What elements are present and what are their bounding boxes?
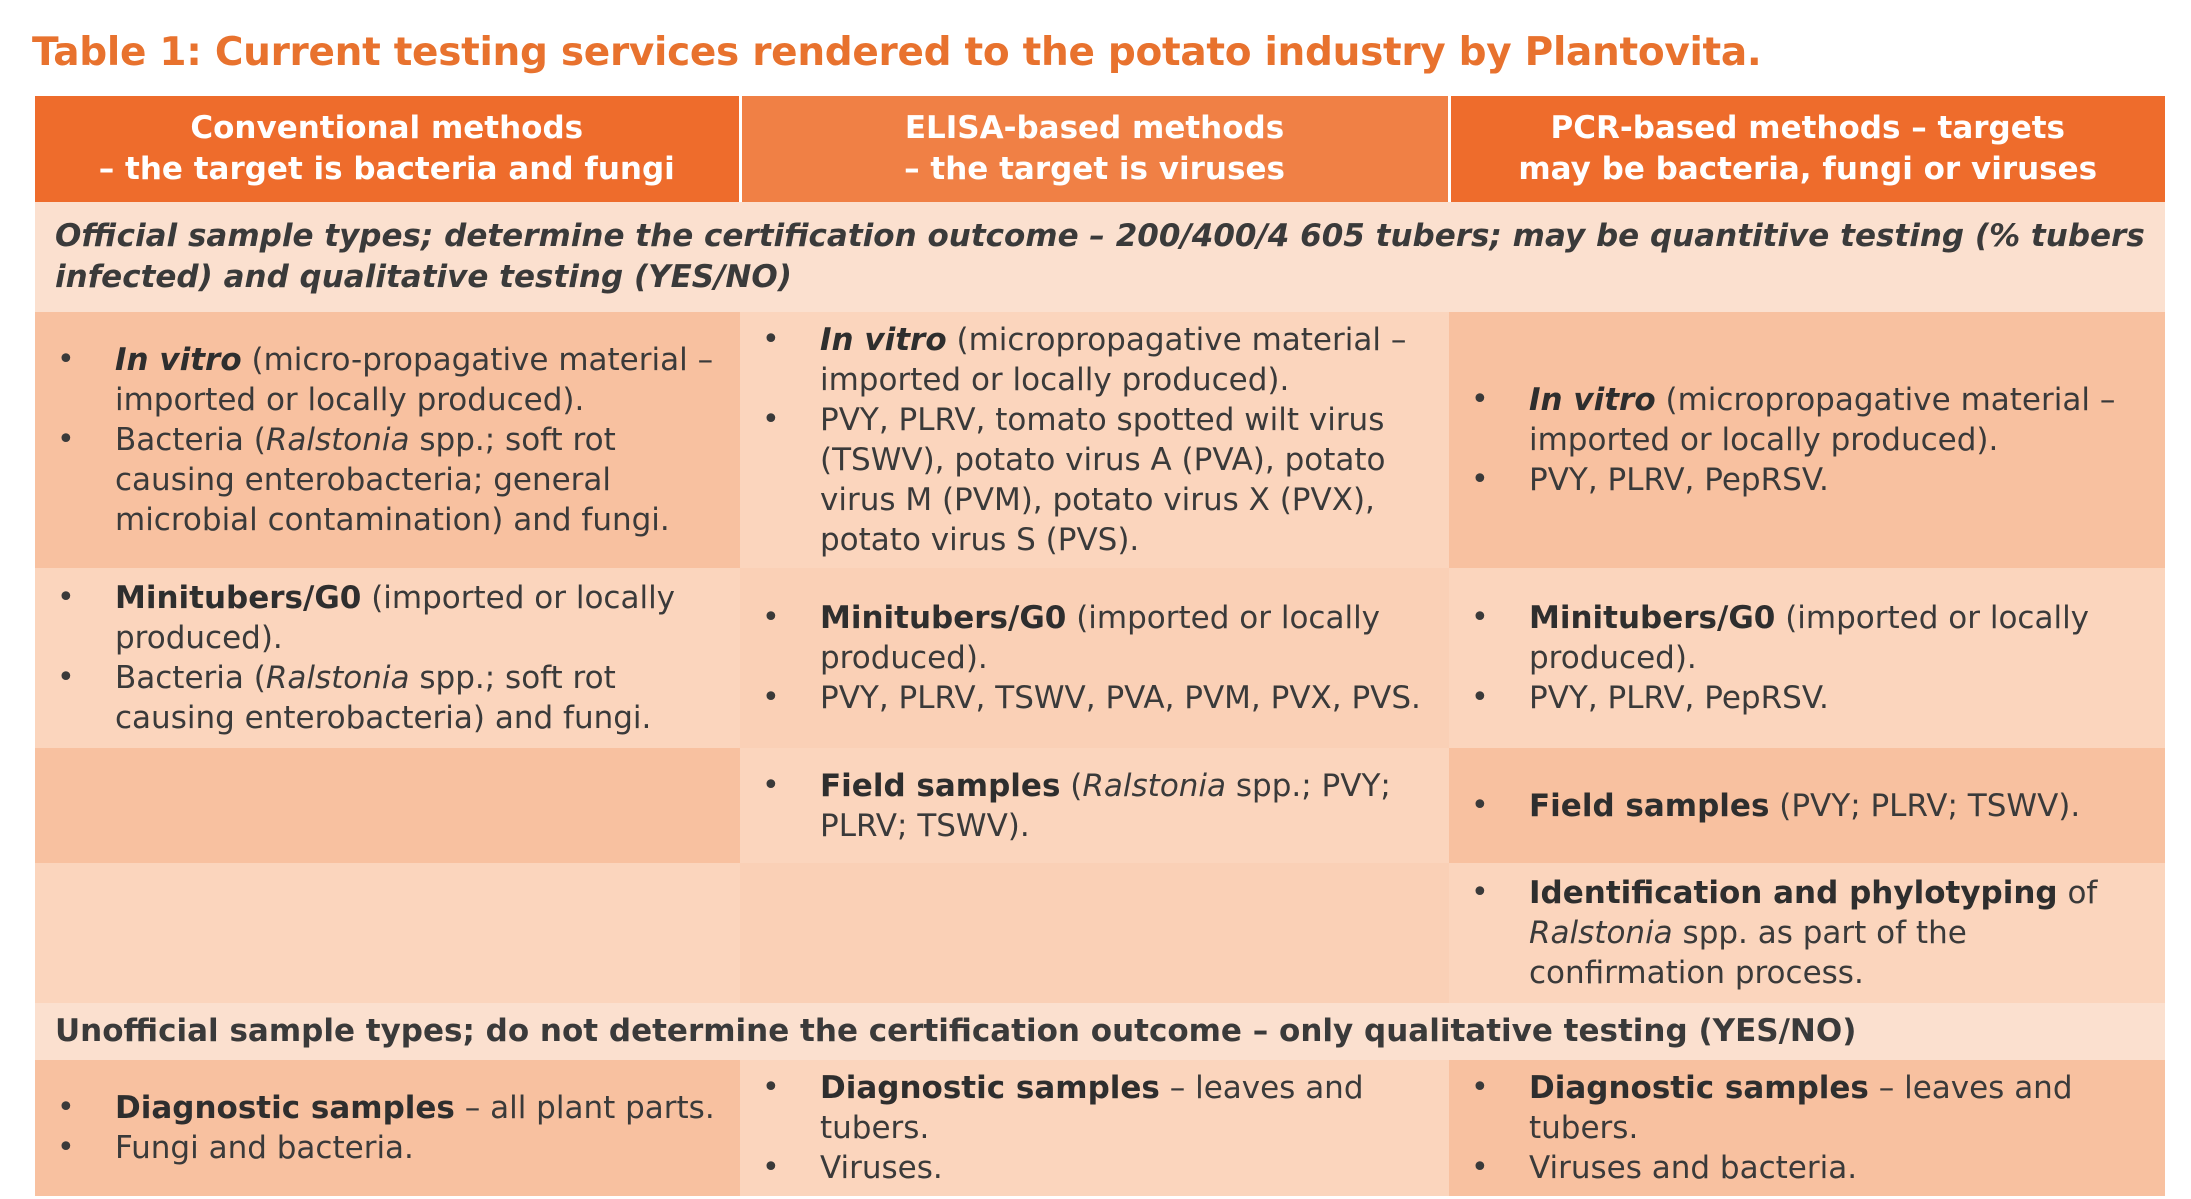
- list-item: [55, 658, 720, 738]
- list-item: [1469, 598, 2145, 678]
- text-label: Conventional methods: [190, 110, 584, 146]
- list-item: • Fungi and bacteria.: [55, 1128, 720, 1168]
- text-label: Field samples: [1529, 787, 1770, 824]
- list-item: • PVY, PLRV, tomato spotted wilt virus (TSWV), potato virus A (PVA), potato virus M (PVM), potato virus X (PVX), potato virus S (PVS).: [760, 400, 1429, 560]
- list-item: [55, 420, 720, 540]
- text-label: Field samples: [820, 767, 1061, 804]
- cell-conventional-ident-empty: [35, 863, 740, 1003]
- list-item: • Viruses and bacteria.: [1469, 1148, 2145, 1188]
- list-item: [55, 340, 720, 420]
- text-label: Ralstonia: [1529, 915, 1673, 951]
- text-label: spp. as part of the confirmation process.: [1529, 915, 1967, 991]
- unofficial-section-label: Unofficial sample types; do not determine the certification outcome – only qualitative testing (YES/NO): [35, 1003, 2165, 1060]
- text-label: spp.; PVY; PLRV; TSWV).: [820, 767, 1391, 844]
- text-label: (imported or locally produced).: [1529, 600, 2090, 676]
- text-label: of: [2057, 875, 2098, 911]
- text-label: Bacteria (: [115, 422, 266, 458]
- cell-pcr-field: [1449, 748, 2165, 863]
- text-label: Ralstonia: [265, 660, 410, 696]
- table-row-identification: [35, 863, 2165, 1003]
- text-label: In vitro: [115, 342, 242, 378]
- text-label: – the target is viruses: [904, 151, 1285, 187]
- list-item: [760, 320, 1429, 400]
- text-label: PCR-based methods – targets: [1550, 110, 2066, 146]
- header-elisa: [740, 96, 1449, 202]
- list-item: • PVY, PLRV, PepRSV.: [1469, 678, 2145, 718]
- list-item: [55, 578, 720, 658]
- text-label: In vitro: [1529, 382, 1656, 418]
- unofficial-section-row: [35, 1003, 2165, 1060]
- table-row-in-vitro: [35, 312, 2165, 568]
- list-item: [760, 598, 1429, 678]
- list-item: [760, 766, 1429, 846]
- text-label: spp.; soft rot causing enterobacteria; general microbial contamination) and fungi.: [115, 422, 670, 538]
- text-label: In vitro: [820, 322, 947, 358]
- table-title: Table 1: Current testing services rendered to the potato industry by Plantovita.: [32, 30, 1762, 75]
- text-label: Bacteria (: [115, 660, 266, 696]
- text-label: Ralstonia: [1082, 767, 1227, 804]
- header-row: [35, 96, 2165, 202]
- cell-pcr-diagnostic: [1449, 1060, 2165, 1196]
- cell-elisa-field: [740, 748, 1449, 863]
- list-item: [760, 1068, 1429, 1148]
- list-item: [1469, 1068, 2145, 1148]
- testing-services-table: [35, 96, 2165, 1196]
- cell-conventional-in-vitro: [35, 312, 740, 568]
- cell-elisa-in-vitro: [740, 312, 1449, 568]
- list-item: [1469, 786, 2145, 826]
- text-label: – leaves and tubers.: [1529, 1070, 2073, 1146]
- list-item: [55, 1088, 720, 1128]
- cell-conventional-field-empty: [35, 748, 740, 863]
- cell-pcr-identification: [1449, 863, 2165, 1003]
- text-label: may be bacteria, fungi or viruses: [1518, 151, 2098, 187]
- text-label: Minitubers/G0: [1529, 600, 1776, 636]
- list-item: • PVY, PLRV, TSWV, PVA, PVM, PVX, PVS.: [760, 678, 1429, 718]
- text-label: – leaves and tubers.: [820, 1070, 1364, 1146]
- cell-conventional-diagnostic: [35, 1060, 740, 1196]
- text-label: – the target is bacteria and fungi: [98, 151, 675, 187]
- text-label: (micro-propagative material – imported or locally produced).: [115, 342, 714, 418]
- cell-pcr-in-vitro: [1449, 312, 2165, 568]
- text-label: (PVY; PLRV; TSWV).: [1769, 787, 2081, 824]
- list-item: • PVY, PLRV, PepRSV.: [1469, 460, 2145, 500]
- cell-elisa-diagnostic: [740, 1060, 1449, 1196]
- official-section-label: Official sample types; determine the certification outcome – 200/400/4 605 tubers; may be quantitive testing (% tubers infected) and qualitative testing (YES/NO): [35, 202, 2165, 312]
- text-label: – all plant parts.: [454, 1090, 715, 1126]
- list-item: [1469, 380, 2145, 460]
- text-label: Minitubers/G0: [115, 580, 362, 616]
- table-row-field-samples: [35, 748, 2165, 863]
- list-item: [1469, 873, 2145, 993]
- text-label: (imported or locally produced).: [115, 580, 676, 656]
- cell-pcr-minitubers: [1449, 568, 2165, 748]
- text-label: Diagnostic samples: [115, 1090, 455, 1126]
- header-pcr: [1449, 96, 2165, 202]
- text-label: (micropropagative material – imported or locally produced).: [1529, 382, 2116, 458]
- text-label: spp.; soft rot causing enterobacteria) and fungi.: [115, 660, 652, 736]
- text-label: Ralstonia: [265, 422, 410, 458]
- table-row-diagnostic: [35, 1060, 2165, 1196]
- text-label: (micropropagative material – imported or locally produced).: [820, 322, 1407, 398]
- header-conventional: [35, 96, 740, 202]
- text-label: Diagnostic samples: [1529, 1070, 1869, 1106]
- cell-elisa-ident-empty: [740, 863, 1449, 1003]
- cell-elisa-minitubers: [740, 568, 1449, 748]
- text-label: Diagnostic samples: [820, 1070, 1160, 1106]
- text-label: Identification and phylotyping: [1529, 875, 2058, 911]
- text-label: ELISA-based methods: [904, 110, 1285, 146]
- text-label: Minitubers/G0: [820, 600, 1067, 636]
- official-section-row: [35, 202, 2165, 312]
- list-item: • Viruses.: [760, 1148, 1429, 1188]
- table-row-minitubers: [35, 568, 2165, 748]
- text-label: (: [1060, 767, 1083, 804]
- text-label: (imported or locally produced).: [820, 600, 1381, 676]
- cell-conventional-minitubers: [35, 568, 740, 748]
